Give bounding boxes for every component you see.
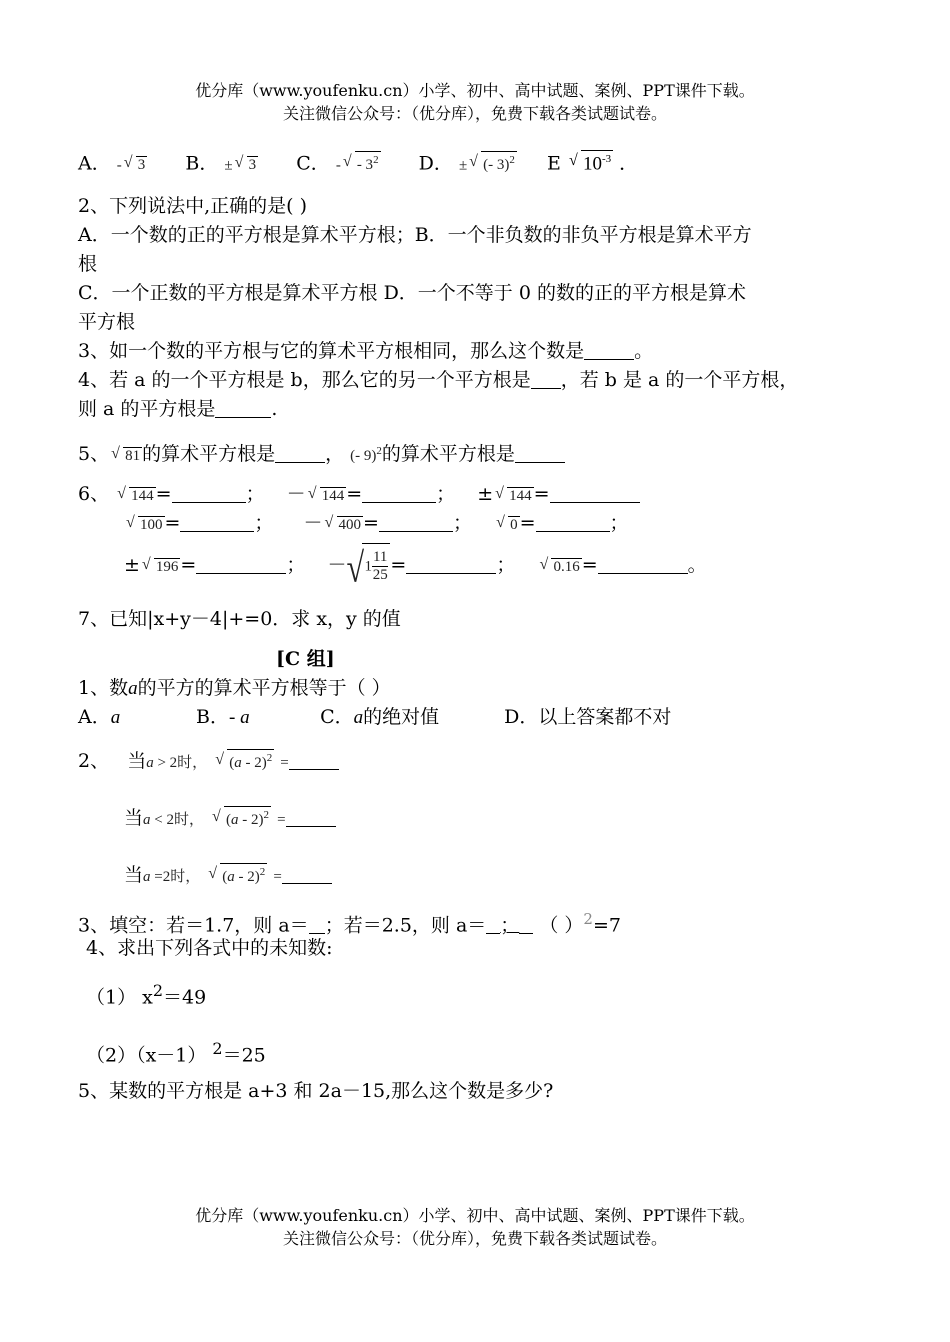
- q5-expression: (- 9)$^2$: [350, 445, 382, 464]
- c1-option-a: A．a: [78, 706, 121, 728]
- q3-end: 。: [634, 340, 654, 362]
- option-c-label: C．: [296, 152, 330, 175]
- option-a-sign: -: [116, 157, 122, 174]
- q1-options: [78, 150, 638, 178]
- q4-line-2: [78, 396, 277, 422]
- q4-answer-blank-2[interactable]: [215, 399, 271, 418]
- q2-options-ab-cont: 根: [78, 253, 98, 275]
- q6-answer-blank[interactable]: [406, 555, 496, 574]
- q4-part1: 4、若 a 的一个平方根是 b，那么它的另一个平方根是: [78, 369, 531, 391]
- q5-answer-blank-1[interactable]: [275, 444, 325, 463]
- q4-part2: ，若 b 是 a 的一个平方根，: [560, 369, 799, 391]
- option-e-label: E: [547, 152, 561, 175]
- q6-item: √ 144 =: [115, 483, 245, 505]
- q6-item: －√ 144 =: [287, 483, 436, 505]
- option-d-label: D．: [418, 152, 453, 175]
- q6-answer-blank[interactable]: [172, 484, 246, 503]
- q5-separator: ，: [325, 443, 345, 465]
- c2-answer-blank[interactable]: [289, 751, 339, 770]
- q6-answer-blank[interactable]: [362, 484, 436, 503]
- c4-part-2: （2）（x－1） $^2$＝25: [86, 1039, 266, 1067]
- group-c-title: [C 组]: [276, 648, 335, 670]
- q6-item: －√ 400 =: [304, 512, 453, 534]
- q6-separator: ；: [245, 483, 265, 505]
- q5-text-2: 的算术平方根是: [381, 443, 515, 465]
- q6-item: ±√ 196 =: [124, 554, 286, 576]
- q6-separator: ；: [286, 554, 306, 576]
- q6-number: 6、: [78, 483, 110, 505]
- option-a-radical: √ 3: [124, 152, 148, 178]
- c2-radical: √ (a - 2)$^2$: [215, 749, 274, 776]
- q6-answer-blank[interactable]: [598, 555, 688, 574]
- header-line-2: 关注微信公众号：（优分库），免费下载各类试题试卷。: [282, 104, 667, 123]
- q5-number: 5、: [78, 443, 110, 465]
- q6-end: 。: [687, 554, 707, 576]
- q4-end: .: [271, 398, 278, 420]
- option-c-sign: -: [335, 157, 341, 174]
- q2-options-cd-cont: 平方根: [78, 311, 136, 333]
- q2-options-cd: C．一个正数的平方根是算术平方根 D．一个不等于 0 的数的正的平方根是算术: [78, 282, 746, 304]
- c2-case-2: 当a < 2时， √ (a - 2)$^2$ =: [124, 805, 336, 833]
- q6-row-3: [124, 543, 707, 589]
- q6-answer-blank[interactable]: [379, 513, 453, 532]
- option-e-radical: √ $10^{-3}$: [569, 150, 613, 177]
- c1-option-d: D．以上答案都不对: [504, 706, 672, 728]
- q6-row-1: [78, 481, 640, 509]
- q6-answer-blank[interactable]: [550, 484, 640, 503]
- q6-separator: ；: [436, 483, 456, 505]
- q4-line2-text: 则 a 的平方根是: [78, 398, 216, 420]
- q6-answer-blank[interactable]: [536, 513, 610, 532]
- c3-answer-blank-3[interactable]: [519, 915, 533, 934]
- c1-stem: 1、数a的平方的算术平方根等于（ ）: [78, 677, 391, 699]
- option-d-radical: √ (- 3)$^2$: [469, 151, 517, 178]
- q6-separator: ；: [254, 512, 274, 534]
- option-d-sign: ±: [458, 157, 468, 174]
- c1-option-b: B．- a: [196, 706, 250, 728]
- q6-answer-blank[interactable]: [180, 513, 254, 532]
- c2-number: 2、: [78, 750, 110, 772]
- footer-line-2: 关注微信公众号：（优分库），免费下载各类试题试卷。: [282, 1229, 667, 1248]
- q6-separator: ；: [609, 512, 629, 534]
- q5-answer-blank-2[interactable]: [515, 444, 565, 463]
- c4-stem: 4、求出下列各式中的未知数:: [86, 937, 333, 959]
- option-c-radical: √ - $3^2$: [343, 151, 381, 178]
- c2-radical: √ (a - 2)$^2$: [212, 806, 271, 833]
- c2-answer-blank[interactable]: [286, 808, 336, 827]
- option-b-radical: √ 3: [235, 152, 259, 178]
- c2-case-3: 当a =2时， √ (a - 2)$^2$ =: [124, 862, 332, 890]
- q5-radical: √ 81: [111, 443, 142, 469]
- q6-separator: ；: [496, 554, 516, 576]
- q2-stem: 2、下列说法中,正确的是( ): [78, 195, 307, 217]
- c3: 3、填空：若＝1.7，则 a＝ ；若＝2.5，则 a＝ ； （ ）$^2$=7: [78, 910, 621, 937]
- c5: 5、某数的平方根是 a+3 和 2a－15,那么这个数是多少?: [78, 1080, 554, 1102]
- c3-answer-blank-1[interactable]: [309, 915, 325, 934]
- q4-answer-blank-1[interactable]: [531, 370, 561, 389]
- q7: 7、已知|x+y－4|+=0．求 x，y 的值: [78, 608, 401, 630]
- q4-line-1: [78, 367, 798, 393]
- q6-row-2: [124, 510, 629, 538]
- q5: [78, 438, 565, 469]
- header-line-1: 优分库（www.youfenku.cn）小学、初中、高中试题、案例、PPT课件下载。: [195, 81, 755, 100]
- q6-answer-blank[interactable]: [196, 555, 286, 574]
- q6-separator: ；: [452, 512, 472, 534]
- option-e-end: ．: [619, 152, 639, 175]
- q6-item: √ 0.16 =: [537, 554, 687, 576]
- q3: [78, 338, 653, 364]
- option-b-label: B．: [185, 152, 219, 175]
- q5-text-1: 的算术平方根是: [142, 443, 276, 465]
- c1-options: [78, 704, 693, 731]
- c2-case-1: 2、 当a > 2时， √ (a - 2)$^2$ =: [78, 748, 339, 776]
- c3-answer-blank-2[interactable]: [486, 915, 500, 934]
- q6-item: √ 100 =: [124, 512, 254, 534]
- q3-answer-blank[interactable]: [584, 341, 634, 360]
- q6-item: √ 0 =: [494, 512, 609, 534]
- footer-line-1: 优分库（www.youfenku.cn）小学、初中、高中试题、案例、PPT课件下载。: [195, 1206, 755, 1225]
- c2-radical: √ (a - 2)$^2$: [208, 863, 267, 890]
- q6-item: －√ 1 $\frac{11}{25}$ =: [327, 554, 496, 576]
- c2-answer-blank[interactable]: [282, 865, 332, 884]
- c4-part-1: （1） $x^2=49$: [86, 981, 207, 1009]
- q3-text: 3、如一个数的平方根与它的算术平方根相同，那么这个数是: [78, 340, 585, 362]
- q2-options-ab: A．一个数的正的平方根是算术平方根；B．一个非负数的非负平方根是算术平方: [78, 224, 752, 246]
- q6-item: ±√ 144 =: [477, 483, 639, 505]
- c1-option-c: C．a的绝对值: [320, 706, 440, 728]
- option-b-sign: ±: [224, 157, 233, 174]
- option-a-label: A．: [78, 152, 111, 175]
